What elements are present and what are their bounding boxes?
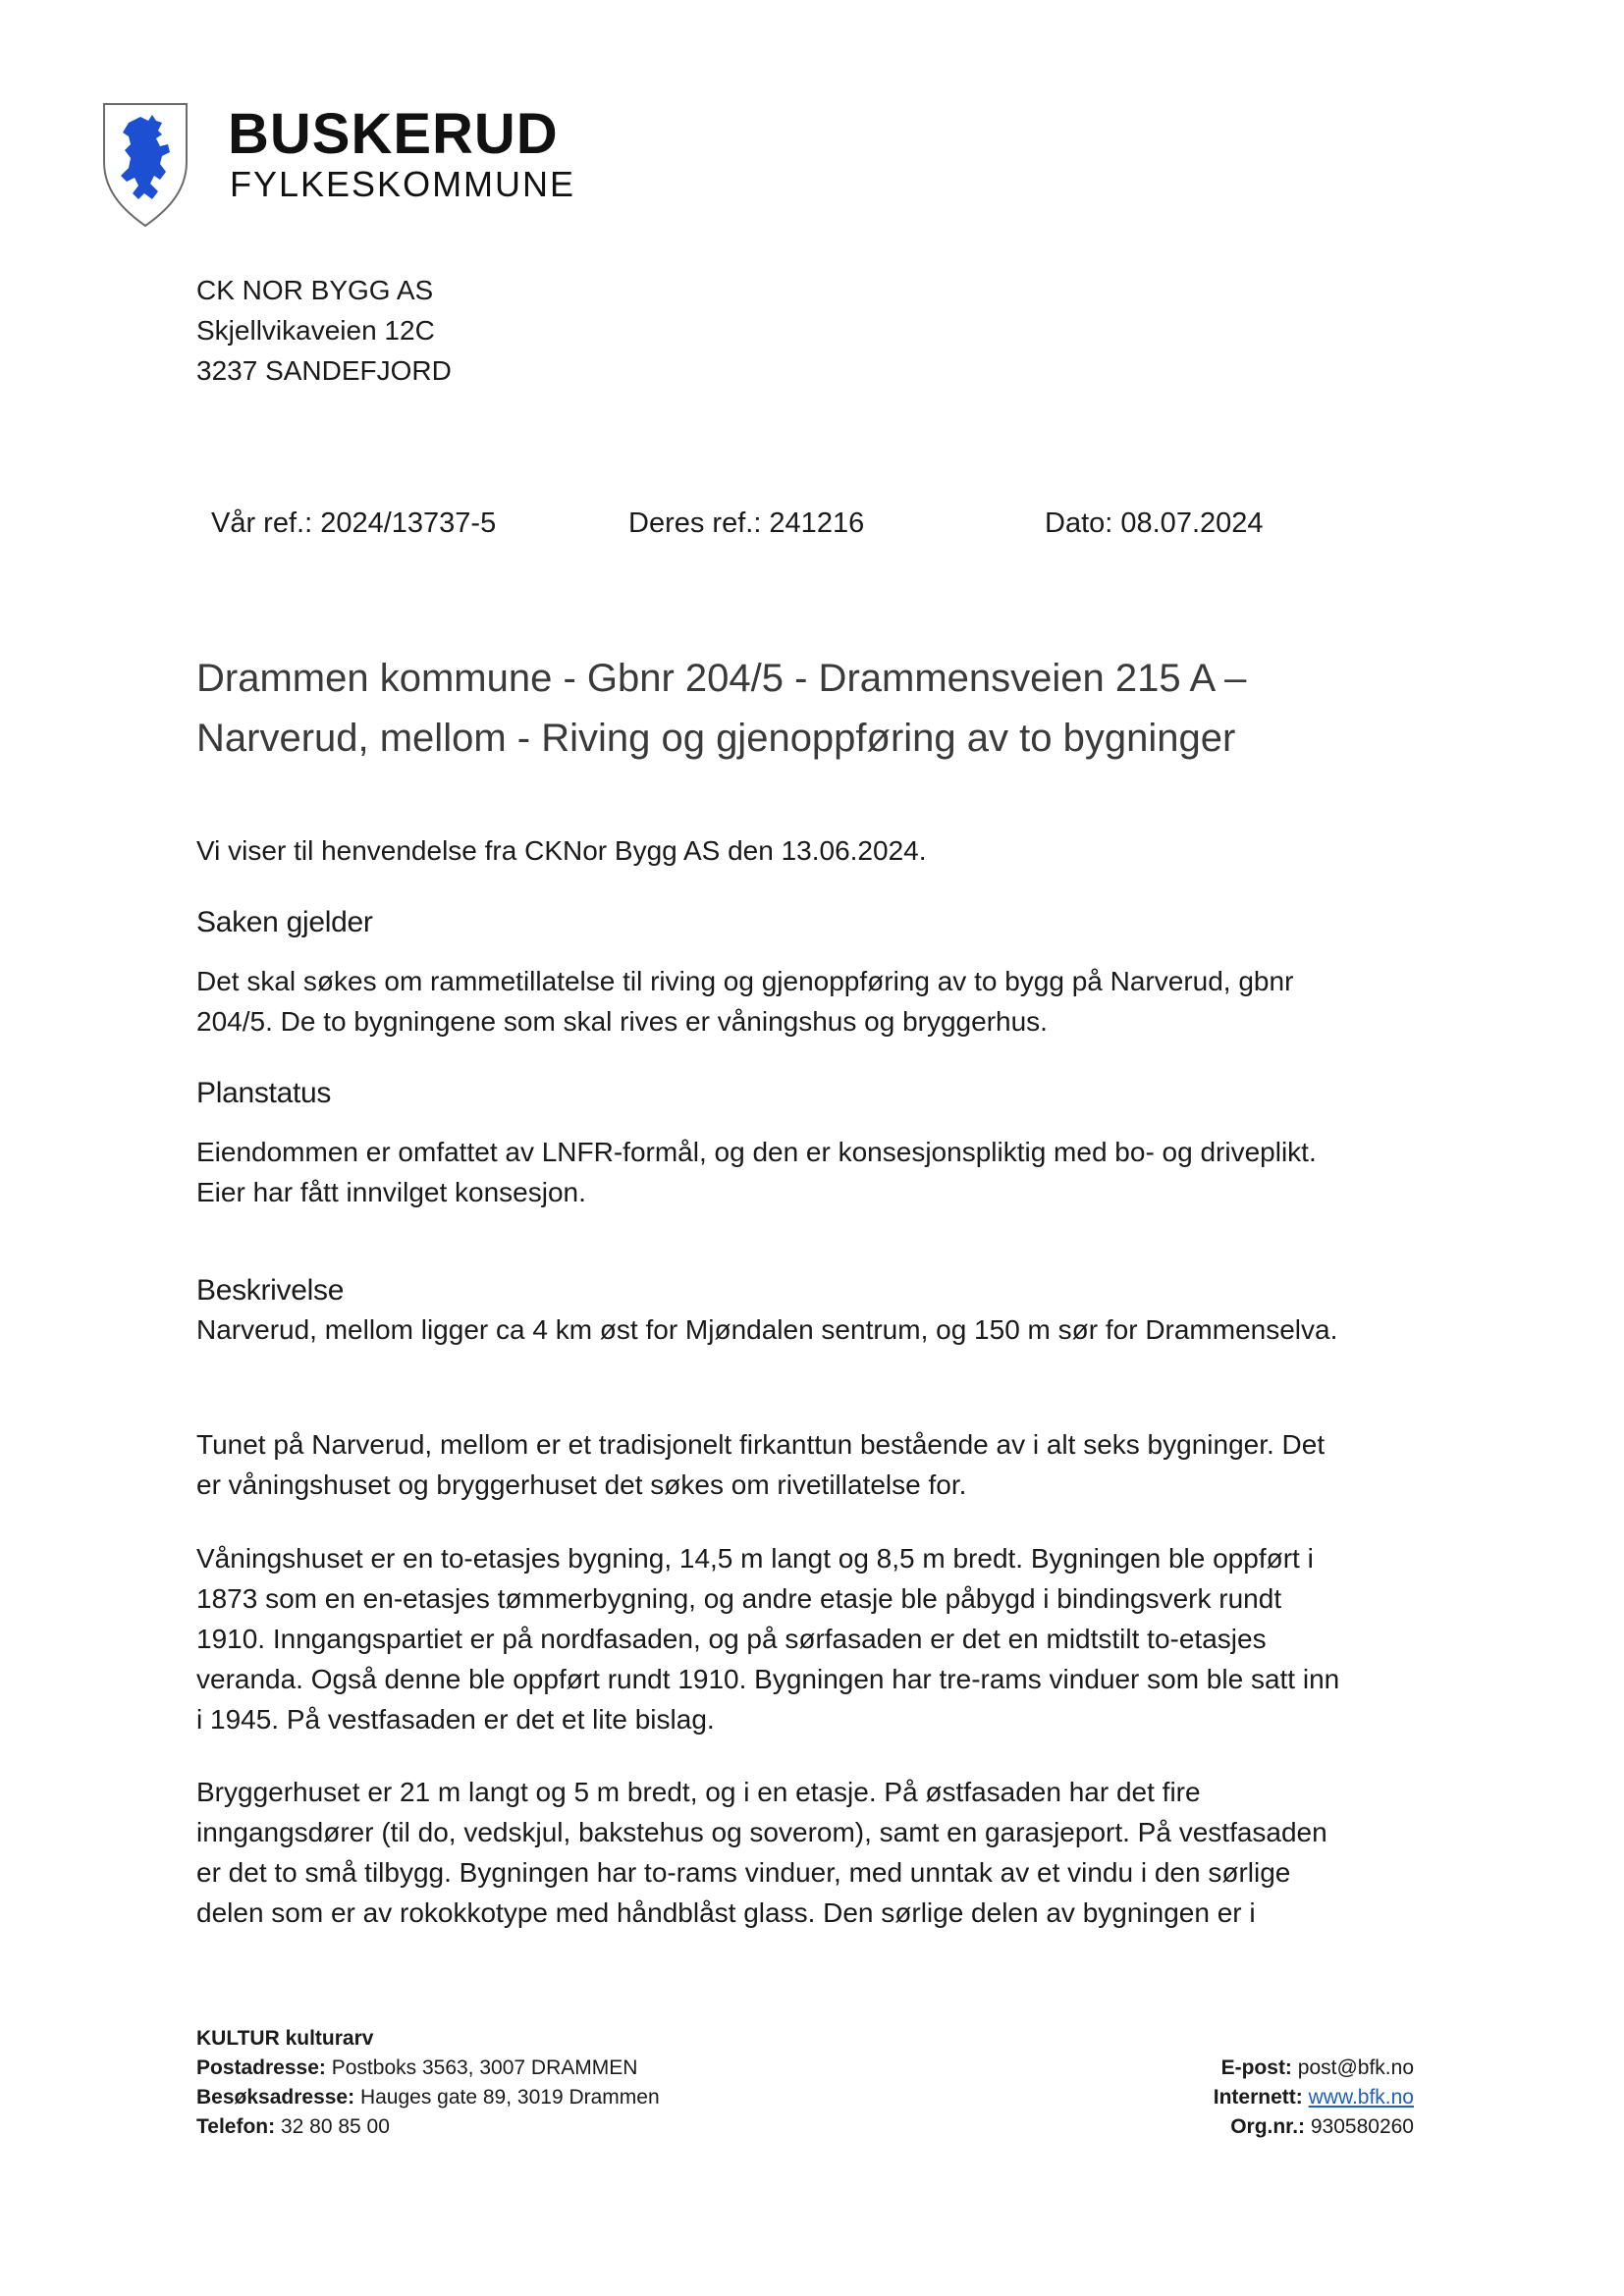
section-heading-saken: Saken gjelder xyxy=(196,906,373,938)
footer-contact-right xyxy=(1214,2054,1414,2142)
recipient-address xyxy=(196,270,452,391)
paragraph-tunet xyxy=(196,1424,1473,1505)
text-line: delen som er av rokokkotype med håndblåst glass. Den sørlige delen av bygningen er i xyxy=(196,1897,1256,1928)
section-body-saken xyxy=(196,961,1473,1041)
letter-date: Dato: 08.07.2024 xyxy=(1045,507,1264,539)
text-line: er det to små tilbygg. Bygningen har to-rams vinduer, med unntak av et vindu i den sørlige xyxy=(196,1857,1291,1888)
text-line: 1910. Inngangspartiet er på nordfasaden, og på sørfasaden er det en midtstilt to-etasjes xyxy=(196,1624,1267,1654)
section-body-beskrivelse xyxy=(196,1309,1473,1350)
text-line: 1873 som en en-etasjes tømmerbygning, og andre etasje ble påbygd i bindingsverk rundt xyxy=(196,1583,1282,1614)
text-line: Det skal søkes om rammetillatelse til riving og gjenoppføring av to bygg på Narverud, gbnr xyxy=(196,966,1294,996)
footer-visiting-address: Besøksadresse: Hauges gate 89, 3019 Drammen xyxy=(196,2086,660,2109)
text-line: Bryggerhuset er 21 m langt og 5 m bredt, og i en etasje. På østfasaden har det fire xyxy=(196,1777,1201,1807)
paragraph-vaaningshus xyxy=(196,1538,1473,1739)
text-line: er våningshuset og bryggerhuset det søkes om rivetillatelse for. xyxy=(196,1469,967,1500)
text-line: Våningshuset er en to-etasjes bygning, 14,5 m langt og 8,5 m bredt. Bygningen ble oppført i xyxy=(196,1543,1314,1574)
logo-subtitle: FYLKESKOMMUNE xyxy=(230,164,576,204)
section-body-planstatus xyxy=(196,1132,1473,1212)
text-line: inngangsdører (til do, vedskjul, bakstehus og soverom), samt en garasjeport. På vestfasaden xyxy=(196,1817,1327,1847)
our-reference: Vår ref.: 2024/13737-5 xyxy=(211,507,497,539)
recipient-name: CK NOR BYGG AS xyxy=(196,275,434,305)
footer-org-number: Org.nr.: 930580260 xyxy=(1230,2115,1414,2138)
website-link[interactable]: www.bfk.no xyxy=(1308,2086,1414,2109)
text-line: i 1945. På vestfasaden er det et lite bislag. xyxy=(196,1704,715,1735)
text-line: veranda. Også denne ble oppført rundt 1910. Bygningen har tre-rams vinduer som ble satt inn xyxy=(196,1664,1340,1694)
footer-department: KULTUR kulturarv xyxy=(196,2027,374,2050)
intro-paragraph xyxy=(196,830,1473,871)
footer-website: Internett: www.bfk.no xyxy=(1213,2086,1414,2109)
recipient-street: Skjellvikaveien 12C xyxy=(196,315,435,346)
coat-of-arms-logo xyxy=(101,101,189,229)
recipient-city: 3237 SANDEFJORD xyxy=(196,355,452,386)
logo-wordmark: BUSKERUD xyxy=(228,102,559,166)
paragraph-bryggerhus xyxy=(196,1772,1473,1933)
section-heading-beskrivelse: Beskrivelse xyxy=(196,1274,345,1307)
text-line: Eier har fått innvilget konsesjon. xyxy=(196,1177,586,1207)
their-reference: Deres ref.: 241216 xyxy=(628,507,865,539)
title-line: Drammen kommune - Gbnr 204/5 - Drammensveien 215 A – xyxy=(196,657,1247,700)
footer-contact-left xyxy=(196,2024,660,2142)
intro-line: Vi viser til henvendelse fra CKNor Bygg AS den 13.06.2024. xyxy=(196,835,927,866)
footer-email: E-post: post@bfk.no xyxy=(1220,2056,1414,2079)
text-line: Tunet på Narverud, mellom er et tradisjonelt firkanttun bestående av i alt seks bygninger. Det xyxy=(196,1429,1326,1460)
text-line: Eiendommen er omfattet av LNFR-formål, og den er konsesjonspliktig med bo- og driveplikt. xyxy=(196,1137,1317,1167)
text-line: 204/5. De to bygningene som skal rives er våningshus og bryggerhus. xyxy=(196,1006,1048,1037)
footer-postal-address: Postadresse: Postboks 3563, 3007 DRAMMEN xyxy=(196,2056,638,2079)
footer-phone: Telefon: 32 80 85 00 xyxy=(196,2115,390,2138)
letter-title xyxy=(196,649,1473,769)
text-line: Narverud, mellom ligger ca 4 km øst for Mjøndalen sentrum, og 150 m sør for Drammenselva. xyxy=(196,1314,1338,1345)
title-line: Narverud, mellom - Riving og gjenoppføring av to bygninger xyxy=(196,717,1236,760)
section-heading-planstatus: Planstatus xyxy=(196,1077,332,1109)
